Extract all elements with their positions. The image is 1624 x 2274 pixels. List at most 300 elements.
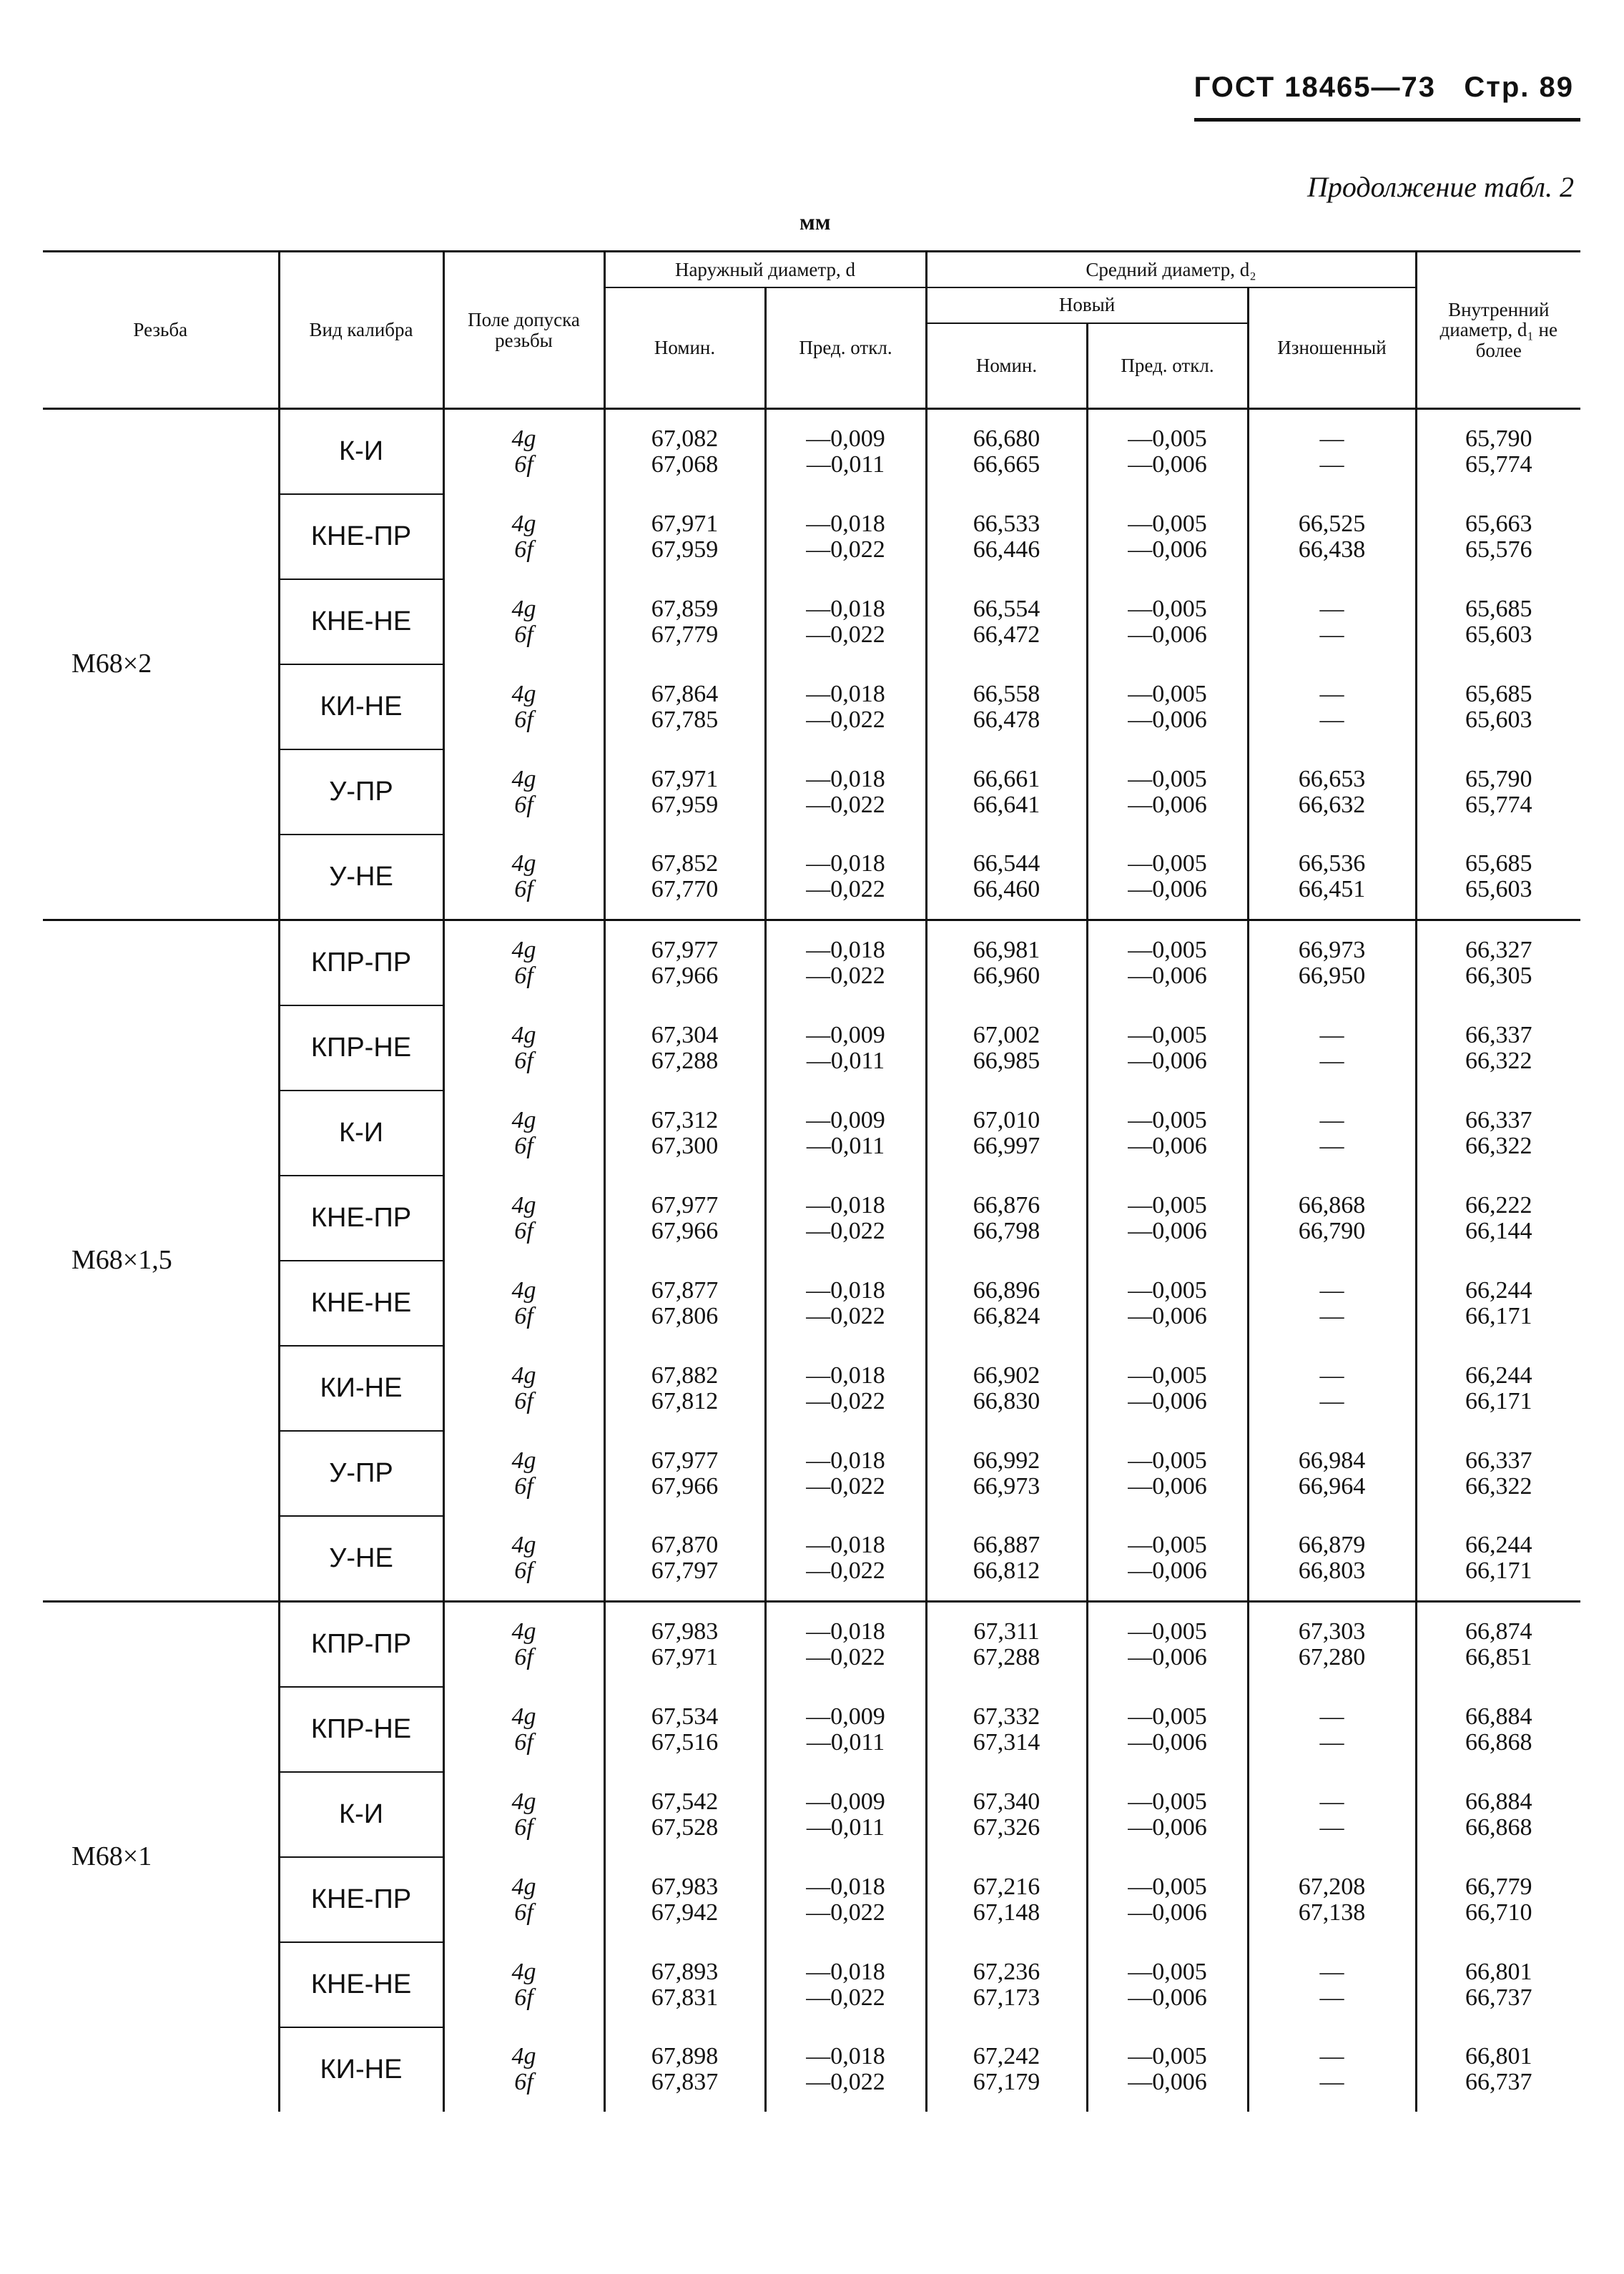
outer-diameter-nominal-value: 67,977 (651, 937, 719, 963)
tolerance-field (443, 1091, 604, 1176)
tolerance-field-value: 4g (511, 1447, 536, 1474)
inner-diameter-max-value: 66,868 (1465, 1813, 1532, 1841)
outer-diameter-nominal-value: 67,528 (651, 1813, 719, 1841)
inner-diameter-max-value: 66,737 (1465, 1984, 1532, 2011)
outer-diameter-deviation (765, 835, 926, 920)
outer-diameter-deviation-value: —0,022 (806, 1302, 885, 1329)
mean-diameter-deviation (1087, 835, 1248, 920)
mean-diameter-worn (1248, 1602, 1416, 1688)
outer-diameter-nominal-value: 67,785 (651, 706, 719, 733)
outer-diameter-deviation (765, 1772, 926, 1857)
inner-diameter-max (1416, 1431, 1580, 1516)
inner-diameter-max-value: 65,603 (1465, 621, 1532, 648)
mean-diameter-worn-value: — (1319, 1362, 1344, 1389)
mean-diameter-worn-value: 67,303 (1298, 1618, 1366, 1645)
outer-diameter-deviation-value: —0,011 (806, 1047, 885, 1074)
tolerance-field (443, 1346, 604, 1431)
outer-diameter-nominal-value: 67,812 (651, 1387, 719, 1414)
mean-diameter-deviation-value: —0,006 (1128, 1557, 1207, 1584)
mean-diameter-worn (1248, 920, 1416, 1006)
mean-diameter-worn (1248, 579, 1416, 664)
outer-diameter-nominal (604, 579, 765, 664)
col-tolerance-header: Поле допуска резьбы (443, 252, 604, 409)
mean-diameter-deviation-value: —0,005 (1128, 425, 1207, 452)
outer-diameter-nominal-value: 67,864 (651, 680, 719, 707)
mean-diameter-worn-value: — (1319, 1788, 1344, 1815)
outer-diameter-nominal (604, 1687, 765, 1772)
tolerance-field-value: 6f (514, 1047, 533, 1074)
inner-diameter-max (1416, 409, 1580, 495)
tolerance-field-value: 6f (514, 1472, 533, 1500)
mean-diameter-deviation-value: —0,005 (1128, 1276, 1207, 1304)
outer-diameter-deviation (765, 1942, 926, 2027)
mean-diameter-nominal (926, 494, 1087, 579)
tolerance-field (443, 2027, 604, 2112)
outer-diameter-deviation-value: —0,018 (806, 2043, 885, 2069)
mean-diameter-nominal-value: 66,997 (973, 1132, 1040, 1159)
outer-diameter-nominal-value: 67,966 (651, 1217, 719, 1244)
mean-diameter-nominal (926, 1005, 1087, 1091)
tolerance-field-value: 4g (511, 1276, 536, 1304)
inner-diameter-max (1416, 1857, 1580, 1942)
outer-diameter-deviation-value: —0,022 (806, 1472, 885, 1500)
outer-diameter-deviation-value: —0,009 (806, 1106, 885, 1133)
mean-diameter-nominal-value: 66,641 (973, 791, 1040, 818)
mean-diameter-deviation-value: —0,005 (1128, 1873, 1207, 1900)
outer-diameter-deviation-value: —0,018 (806, 937, 885, 963)
gauge-type: У-ПР (279, 749, 443, 835)
outer-diameter-deviation-value: —0,018 (806, 1362, 885, 1389)
mean-diameter-nominal-value: 66,665 (973, 451, 1040, 478)
inner-diameter-max-value: 65,685 (1465, 680, 1532, 707)
outer-diameter-deviation-value: —0,009 (806, 1788, 885, 1815)
inner-diameter-max-value: 66,171 (1465, 1557, 1532, 1584)
mean-diameter-nominal-value: 67,173 (973, 1984, 1040, 2011)
col-inner-diameter-header: Внутренний диаметр, d₁ не более (1416, 252, 1580, 409)
outer-diameter-nominal-value: 67,959 (651, 791, 719, 818)
mean-diameter-nominal-value: 67,010 (973, 1106, 1040, 1133)
mean-diameter-worn-value: 66,964 (1298, 1472, 1366, 1500)
mean-diameter-nominal (926, 1176, 1087, 1261)
gauge-type: КНЕ-ПР (279, 1176, 443, 1261)
tolerance-field-value: 6f (514, 1557, 533, 1584)
mean-diameter-nominal-value: 66,478 (973, 706, 1040, 733)
gauge-type: КНЕ-ПР (279, 1857, 443, 1942)
col-worn-header: Изношенный (1248, 287, 1416, 409)
outer-diameter-nominal-value: 67,971 (651, 765, 719, 792)
inner-diameter-max (1416, 2027, 1580, 2112)
outer-diameter-nominal (604, 1857, 765, 1942)
mean-diameter-deviation (1087, 1857, 1248, 1942)
mean-diameter-nominal-value: 66,460 (973, 876, 1040, 902)
mean-diameter-deviation-value: —0,006 (1128, 1899, 1207, 1926)
outer-diameter-nominal-value: 67,312 (651, 1106, 719, 1133)
outer-diameter-nominal (604, 1005, 765, 1091)
tolerance-field-value: 6f (514, 876, 533, 902)
mean-diameter-nominal-value: 66,985 (973, 1047, 1040, 1074)
inner-diameter-max-value: 66,327 (1465, 937, 1532, 963)
tolerance-field-value: 4g (511, 510, 536, 537)
outer-diameter-nominal-value: 67,797 (651, 1557, 719, 1584)
inner-diameter-max-value: 65,774 (1465, 791, 1532, 818)
mean-diameter-worn-value: — (1319, 425, 1344, 452)
mean-diameter-nominal-value: 67,326 (973, 1813, 1040, 1841)
outer-diameter-deviation-value: —0,022 (806, 621, 885, 648)
outer-diameter-deviation-value: —0,018 (806, 1447, 885, 1474)
outer-diameter-nominal-value: 67,977 (651, 1191, 719, 1219)
mean-diameter-deviation (1087, 664, 1248, 749)
outer-diameter-nominal-value: 67,300 (651, 1132, 719, 1159)
mean-diameter-worn-value: 67,208 (1298, 1873, 1366, 1900)
outer-diameter-deviation-value: —0,018 (806, 850, 885, 877)
mean-diameter-nominal-value: 66,896 (973, 1276, 1040, 1304)
inner-diameter-max-value: 66,868 (1465, 1728, 1532, 1756)
mean-diameter-worn-value: 67,280 (1298, 1644, 1366, 1670)
tolerance-field (443, 579, 604, 664)
mean-diameter-nominal (926, 1516, 1087, 1602)
inner-diameter-max-value: 65,663 (1465, 510, 1532, 537)
outer-diameter-nominal-value: 67,770 (651, 876, 719, 902)
outer-diameter-nominal-value: 67,959 (651, 536, 719, 563)
outer-diameter-nominal-value: 67,966 (651, 963, 719, 989)
mean-diameter-deviation (1087, 1005, 1248, 1091)
inner-diameter-max (1416, 1687, 1580, 1772)
gauge-type: КИ-НЕ (279, 2027, 443, 2112)
inner-diameter-max-value: 66,244 (1465, 1532, 1532, 1558)
outer-diameter-deviation-value: —0,022 (806, 536, 885, 563)
inner-diameter-max-value: 66,337 (1465, 1447, 1532, 1474)
tolerance-field (443, 835, 604, 920)
outer-diameter-deviation (765, 920, 926, 1006)
inner-diameter-max-value: 66,710 (1465, 1899, 1532, 1926)
gauge-type: КНЕ-НЕ (279, 579, 443, 664)
mean-diameter-deviation-value: —0,006 (1128, 1644, 1207, 1670)
col-mean-diameter-header: Средний диаметр, d₂ (926, 252, 1416, 287)
mean-diameter-deviation-value: —0,006 (1128, 1047, 1207, 1074)
mean-diameter-deviation-value: —0,006 (1128, 1387, 1207, 1414)
outer-diameter-nominal (604, 1431, 765, 1516)
gauge-type: КИ-НЕ (279, 1346, 443, 1431)
mean-diameter-worn-value: 66,868 (1298, 1191, 1366, 1219)
inner-diameter-max (1416, 835, 1580, 920)
mean-diameter-nominal-value: 66,981 (973, 937, 1040, 963)
thread-designation: М68×2 (43, 409, 279, 920)
mean-diameter-worn (1248, 1516, 1416, 1602)
mean-diameter-nominal-value: 66,887 (973, 1532, 1040, 1558)
outer-diameter-nominal-value: 67,288 (651, 1047, 719, 1074)
mean-diameter-worn-value: 67,138 (1298, 1899, 1366, 1926)
mean-diameter-deviation (1087, 1687, 1248, 1772)
outer-diameter-deviation-value: —0,018 (806, 1873, 885, 1900)
mean-diameter-nominal (926, 1261, 1087, 1346)
inner-diameter-max (1416, 494, 1580, 579)
outer-diameter-nominal-value: 67,859 (651, 595, 719, 622)
mean-diameter-worn (1248, 1687, 1416, 1772)
mean-diameter-worn-value: — (1319, 451, 1344, 478)
tolerance-field (443, 1942, 604, 2027)
tolerance-field (443, 1431, 604, 1516)
tolerance-field-value: 4g (511, 2043, 536, 2069)
gauge-dimensions-table (43, 250, 1580, 2112)
tolerance-field-value: 6f (514, 2069, 533, 2095)
tolerance-field-value: 6f (514, 1813, 533, 1841)
mean-diameter-worn (1248, 835, 1416, 920)
mean-diameter-deviation (1087, 2027, 1248, 2112)
tolerance-field (443, 1602, 604, 1688)
mean-diameter-nominal (926, 579, 1087, 664)
outer-diameter-nominal (604, 409, 765, 495)
inner-diameter-max-value: 65,603 (1465, 706, 1532, 733)
outer-diameter-nominal-value: 67,983 (651, 1873, 719, 1900)
thread-designation: М68×1,5 (43, 920, 279, 1602)
tolerance-field-value: 4g (511, 680, 536, 707)
outer-diameter-nominal (604, 1772, 765, 1857)
outer-diameter-deviation (765, 579, 926, 664)
inner-diameter-max-value: 65,576 (1465, 536, 1532, 563)
inner-diameter-max-value: 65,774 (1465, 451, 1532, 478)
inner-diameter-max-value: 66,244 (1465, 1362, 1532, 1389)
page-header (1194, 72, 1574, 104)
outer-diameter-nominal-value: 67,837 (651, 2069, 719, 2095)
tolerance-field-value: 6f (514, 1217, 533, 1244)
mean-diameter-nominal-value: 67,242 (973, 2043, 1040, 2069)
gauge-type: КНЕ-НЕ (279, 1261, 443, 1346)
mean-diameter-deviation (1087, 1772, 1248, 1857)
mean-diameter-deviation-value: —0,005 (1128, 595, 1207, 622)
mean-diameter-nominal-value: 66,680 (973, 425, 1040, 452)
outer-diameter-deviation-value: —0,011 (806, 1132, 885, 1159)
outer-diameter-deviation (765, 1091, 926, 1176)
tolerance-field-value: 6f (514, 1899, 533, 1926)
mean-diameter-deviation (1087, 1431, 1248, 1516)
mean-diameter-worn-value: 66,653 (1298, 765, 1366, 792)
mean-diameter-deviation-value: —0,005 (1128, 1703, 1207, 1730)
outer-diameter-nominal-value: 67,082 (651, 425, 719, 452)
col-outer-nominal-header: Номин. (604, 287, 765, 409)
mean-diameter-worn (1248, 1176, 1416, 1261)
tolerance-field (443, 1005, 604, 1091)
mean-diameter-deviation (1087, 920, 1248, 1006)
outer-diameter-nominal-value: 67,971 (651, 510, 719, 537)
mean-diameter-nominal-value: 67,288 (973, 1644, 1040, 1670)
mean-diameter-deviation-value: —0,005 (1128, 1021, 1207, 1048)
units-label: мм (799, 209, 831, 235)
tolerance-field-value: 4g (511, 1191, 536, 1219)
mean-diameter-worn-value: — (1319, 1132, 1344, 1159)
outer-diameter-deviation-value: —0,022 (806, 791, 885, 818)
inner-diameter-max-value: 66,337 (1465, 1106, 1532, 1133)
mean-diameter-worn-value: — (1319, 1021, 1344, 1048)
tolerance-field-value: 4g (511, 1532, 536, 1558)
outer-diameter-nominal (604, 920, 765, 1006)
inner-diameter-max-value: 66,305 (1465, 963, 1532, 989)
tolerance-field-value: 6f (514, 621, 533, 648)
table-row (43, 1602, 1580, 1688)
mean-diameter-nominal-value: 66,661 (973, 765, 1040, 792)
mean-diameter-deviation-value: —0,006 (1128, 1302, 1207, 1329)
outer-diameter-nominal-value: 67,779 (651, 621, 719, 648)
mean-diameter-deviation-value: —0,006 (1128, 451, 1207, 478)
mean-diameter-nominal (926, 1602, 1087, 1688)
outer-diameter-deviation-value: —0,018 (806, 680, 885, 707)
mean-diameter-nominal-value: 67,236 (973, 1958, 1040, 1985)
standard-number: ГОСТ 18465—73 (1194, 72, 1436, 103)
tolerance-field-value: 6f (514, 536, 533, 563)
mean-diameter-deviation-value: —0,006 (1128, 1813, 1207, 1841)
outer-diameter-deviation (765, 409, 926, 495)
inner-diameter-max-value: 66,851 (1465, 1644, 1532, 1670)
outer-diameter-nominal-value: 67,534 (651, 1703, 719, 1730)
outer-diameter-deviation (765, 494, 926, 579)
mean-diameter-deviation-value: —0,005 (1128, 850, 1207, 877)
mean-diameter-deviation-value: —0,005 (1128, 1362, 1207, 1389)
outer-diameter-deviation-value: —0,018 (806, 510, 885, 537)
mean-diameter-worn (1248, 1772, 1416, 1857)
mean-diameter-nominal-value: 66,830 (973, 1387, 1040, 1414)
mean-diameter-worn-value: 66,973 (1298, 937, 1366, 963)
mean-diameter-nominal (926, 664, 1087, 749)
outer-diameter-deviation-value: —0,022 (806, 1984, 885, 2011)
mean-diameter-deviation-value: —0,006 (1128, 1728, 1207, 1756)
outer-diameter-deviation-value: —0,009 (806, 1021, 885, 1048)
mean-diameter-deviation-value: —0,006 (1128, 706, 1207, 733)
mean-diameter-deviation-value: —0,005 (1128, 1788, 1207, 1815)
mean-diameter-deviation-value: —0,005 (1128, 1958, 1207, 1985)
outer-diameter-deviation (765, 1431, 926, 1516)
gauge-type: КНЕ-ПР (279, 494, 443, 579)
mean-diameter-deviation-value: —0,005 (1128, 1618, 1207, 1645)
mean-diameter-nominal-value: 67,314 (973, 1728, 1040, 1756)
tolerance-field-value: 6f (514, 1644, 533, 1670)
outer-diameter-deviation-value: —0,022 (806, 1217, 885, 1244)
mean-diameter-worn-value: — (1319, 2043, 1344, 2069)
outer-diameter-deviation-value: —0,018 (806, 1191, 885, 1219)
mean-diameter-deviation-value: —0,006 (1128, 1984, 1207, 2011)
inner-diameter-max-value: 66,171 (1465, 1387, 1532, 1414)
tolerance-field (443, 1857, 604, 1942)
outer-diameter-nominal-value: 67,304 (651, 1021, 719, 1048)
mean-diameter-deviation (1087, 494, 1248, 579)
outer-diameter-nominal-value: 67,971 (651, 1644, 719, 1670)
inner-diameter-max (1416, 1942, 1580, 2027)
gauge-type: У-ПР (279, 1431, 443, 1516)
outer-diameter-nominal-value: 67,542 (651, 1788, 719, 1815)
outer-diameter-deviation (765, 1005, 926, 1091)
tolerance-field (443, 409, 604, 495)
tolerance-field-value: 4g (511, 850, 536, 877)
mean-diameter-nominal-value: 66,544 (973, 850, 1040, 877)
outer-diameter-nominal (604, 835, 765, 920)
mean-diameter-nominal-value: 67,340 (973, 1788, 1040, 1815)
mean-diameter-worn-value: — (1319, 680, 1344, 707)
mean-diameter-worn-value: 66,803 (1298, 1557, 1366, 1584)
inner-diameter-max (1416, 920, 1580, 1006)
mean-diameter-deviation (1087, 409, 1248, 495)
mean-diameter-nominal (926, 1942, 1087, 2027)
mean-diameter-nominal-value: 66,812 (973, 1557, 1040, 1584)
mean-diameter-deviation-value: —0,005 (1128, 1532, 1207, 1558)
outer-diameter-nominal (604, 1176, 765, 1261)
outer-diameter-nominal-value: 67,977 (651, 1447, 719, 1474)
mean-diameter-nominal (926, 749, 1087, 835)
mean-diameter-worn (1248, 664, 1416, 749)
mean-diameter-worn-value: — (1319, 621, 1344, 648)
tolerance-field (443, 920, 604, 1006)
outer-diameter-deviation-value: —0,018 (806, 765, 885, 792)
mean-diameter-worn (1248, 1091, 1416, 1176)
tolerance-field (443, 664, 604, 749)
mean-diameter-worn-value: — (1319, 1728, 1344, 1756)
mean-diameter-worn (1248, 1005, 1416, 1091)
col-gauge-type-header: Вид калибра (279, 252, 443, 409)
table-header (43, 252, 1580, 409)
mean-diameter-nominal-value: 66,446 (973, 536, 1040, 563)
mean-diameter-nominal-value: 66,973 (973, 1472, 1040, 1500)
tolerance-field-value: 4g (511, 765, 536, 792)
outer-diameter-deviation-value: —0,018 (806, 1276, 885, 1304)
mean-diameter-nominal (926, 2027, 1087, 2112)
col-outer-diameter-header: Наружный диаметр, d (604, 252, 926, 287)
mean-diameter-nominal-value: 67,216 (973, 1873, 1040, 1900)
mean-diameter-deviation-value: —0,005 (1128, 765, 1207, 792)
tolerance-field-value: 6f (514, 1132, 533, 1159)
inner-diameter-max (1416, 579, 1580, 664)
inner-diameter-max-value: 66,337 (1465, 1021, 1532, 1048)
header-rule (1194, 118, 1580, 122)
gauge-type: К-И (279, 409, 443, 495)
outer-diameter-deviation-value: —0,018 (806, 595, 885, 622)
tolerance-field (443, 1516, 604, 1602)
outer-diameter-deviation (765, 664, 926, 749)
outer-diameter-deviation-value: —0,011 (806, 1728, 885, 1756)
gauge-type: КПР-НЕ (279, 1687, 443, 1772)
tolerance-field-value: 4g (511, 595, 536, 622)
tolerance-field-value: 6f (514, 791, 533, 818)
tolerance-field-value: 4g (511, 1703, 536, 1730)
tolerance-field-value: 4g (511, 1618, 536, 1645)
mean-diameter-worn (1248, 494, 1416, 579)
gauge-type: КПР-ПР (279, 920, 443, 1006)
inner-diameter-max-value: 65,790 (1465, 765, 1532, 792)
outer-diameter-nominal-value: 67,893 (651, 1958, 719, 1985)
tolerance-field-value: 4g (511, 1106, 536, 1133)
inner-diameter-max (1416, 1176, 1580, 1261)
inner-diameter-max-value: 66,779 (1465, 1873, 1532, 1900)
inner-diameter-max (1416, 1516, 1580, 1602)
outer-diameter-deviation (765, 2027, 926, 2112)
mean-diameter-deviation-value: —0,006 (1128, 1217, 1207, 1244)
outer-diameter-deviation-value: —0,018 (806, 1958, 885, 1985)
outer-diameter-deviation (765, 1516, 926, 1602)
col-mean-nominal-header: Номин. (926, 323, 1087, 409)
mean-diameter-nominal-value: 66,554 (973, 595, 1040, 622)
mean-diameter-worn-value: — (1319, 1302, 1344, 1329)
inner-diameter-max (1416, 1091, 1580, 1176)
tolerance-field (443, 494, 604, 579)
mean-diameter-nominal-value: 67,179 (973, 2069, 1040, 2095)
mean-diameter-nominal (926, 1346, 1087, 1431)
mean-diameter-worn (1248, 1857, 1416, 1942)
outer-diameter-deviation-value: —0,022 (806, 1557, 885, 1584)
outer-diameter-deviation-value: —0,022 (806, 1387, 885, 1414)
mean-diameter-worn-value: — (1319, 1958, 1344, 1985)
gauge-type: КИ-НЕ (279, 664, 443, 749)
outer-diameter-nominal-value: 67,898 (651, 2043, 719, 2069)
mean-diameter-worn-value: 66,790 (1298, 1217, 1366, 1244)
mean-diameter-worn-value: — (1319, 1984, 1344, 2011)
mean-diameter-worn (1248, 749, 1416, 835)
mean-diameter-worn (1248, 1346, 1416, 1431)
